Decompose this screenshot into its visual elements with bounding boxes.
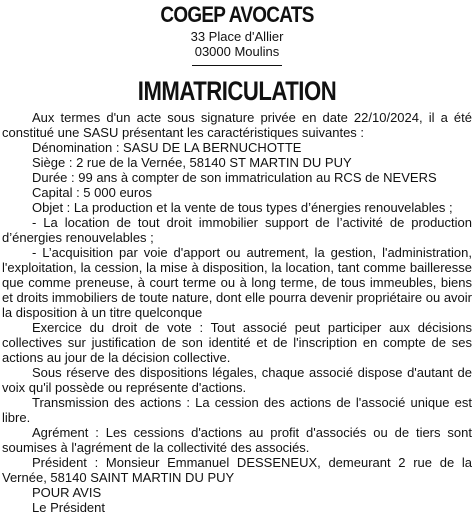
- firm-address-city: 03000 Moulins: [194, 44, 280, 59]
- denomination-line: Dénomination : SASU DE LA BERNUCHOTTE: [32, 140, 302, 155]
- voting-rights-paragraph: Exercice du droit de vote : Tout associé peut participer aux décisions collectives sur justification de son identité et de l'inscription en compte de ses actions au jour de la décision collective.: [2, 320, 472, 365]
- capital-line: Capital : 5 000 euros: [32, 185, 152, 200]
- purpose-line: Objet : La production et la vente de tous types d’énergies renouvelables ;: [32, 200, 453, 215]
- notice-title: IMMATRICULATION: [137, 76, 337, 106]
- approval-paragraph: Agrément : Les cessions d'actions au profit d'associés ou de tiers sont soumises à l'agrément de la collectivité des associés.: [2, 425, 472, 455]
- registered-office-line: Siège : 2 rue de la Vernée, 58140 ST MARTIN DU PUY: [32, 155, 352, 170]
- share-transfer-paragraph: Transmission des actions : La cession des actions de l'associé unique est libre.: [2, 395, 472, 425]
- purpose-item-location: - La location de tout droit immobilier support de l’activité de production d’énergies renouvelables ;: [2, 215, 472, 245]
- president-paragraph: Président : Monsieur Emmanuel DESSENEUX, demeurant 2 rue de la Vernée, 58140 SAINT MARTIN DU PUY: [2, 455, 472, 485]
- signatory: Le Président: [32, 500, 105, 515]
- duration-line: Durée : 99 ans à compter de son immatriculation au RCS de NEVERS: [32, 170, 437, 185]
- notice-body: [2, 110, 472, 515]
- legal-notice: [0, 1, 473, 515]
- purpose-item-acquisition: - L’acquisition par voie d'apport ou autrement, la gestion, l'administration, l'exploitation, la cession, la mise à disposition, la location, tant comme bailleresse que comme preneuse, à court terme ou à long terme, de tous immeubles, biens et droits immobiliers de toute nature, dont elle pourra devenir propriétaire ou avoir la disposition à un titre quelconque: [2, 245, 472, 320]
- header-divider: [192, 65, 282, 66]
- firm-name: COGEP AVOCATS: [160, 2, 314, 27]
- firm-address-street: 33 Place d'Allier: [190, 29, 284, 44]
- intro-paragraph: Aux termes d'un acte sous signature privée en date 22/10/2024, il a été constitué une SASU présentant les caractéristiques suivantes :: [2, 110, 472, 140]
- pour-avis: POUR AVIS: [32, 485, 102, 500]
- votes-paragraph: Sous réserve des dispositions légales, chaque associé dispose d'autant de voix qu'il possède ou représente d'actions.: [2, 365, 472, 395]
